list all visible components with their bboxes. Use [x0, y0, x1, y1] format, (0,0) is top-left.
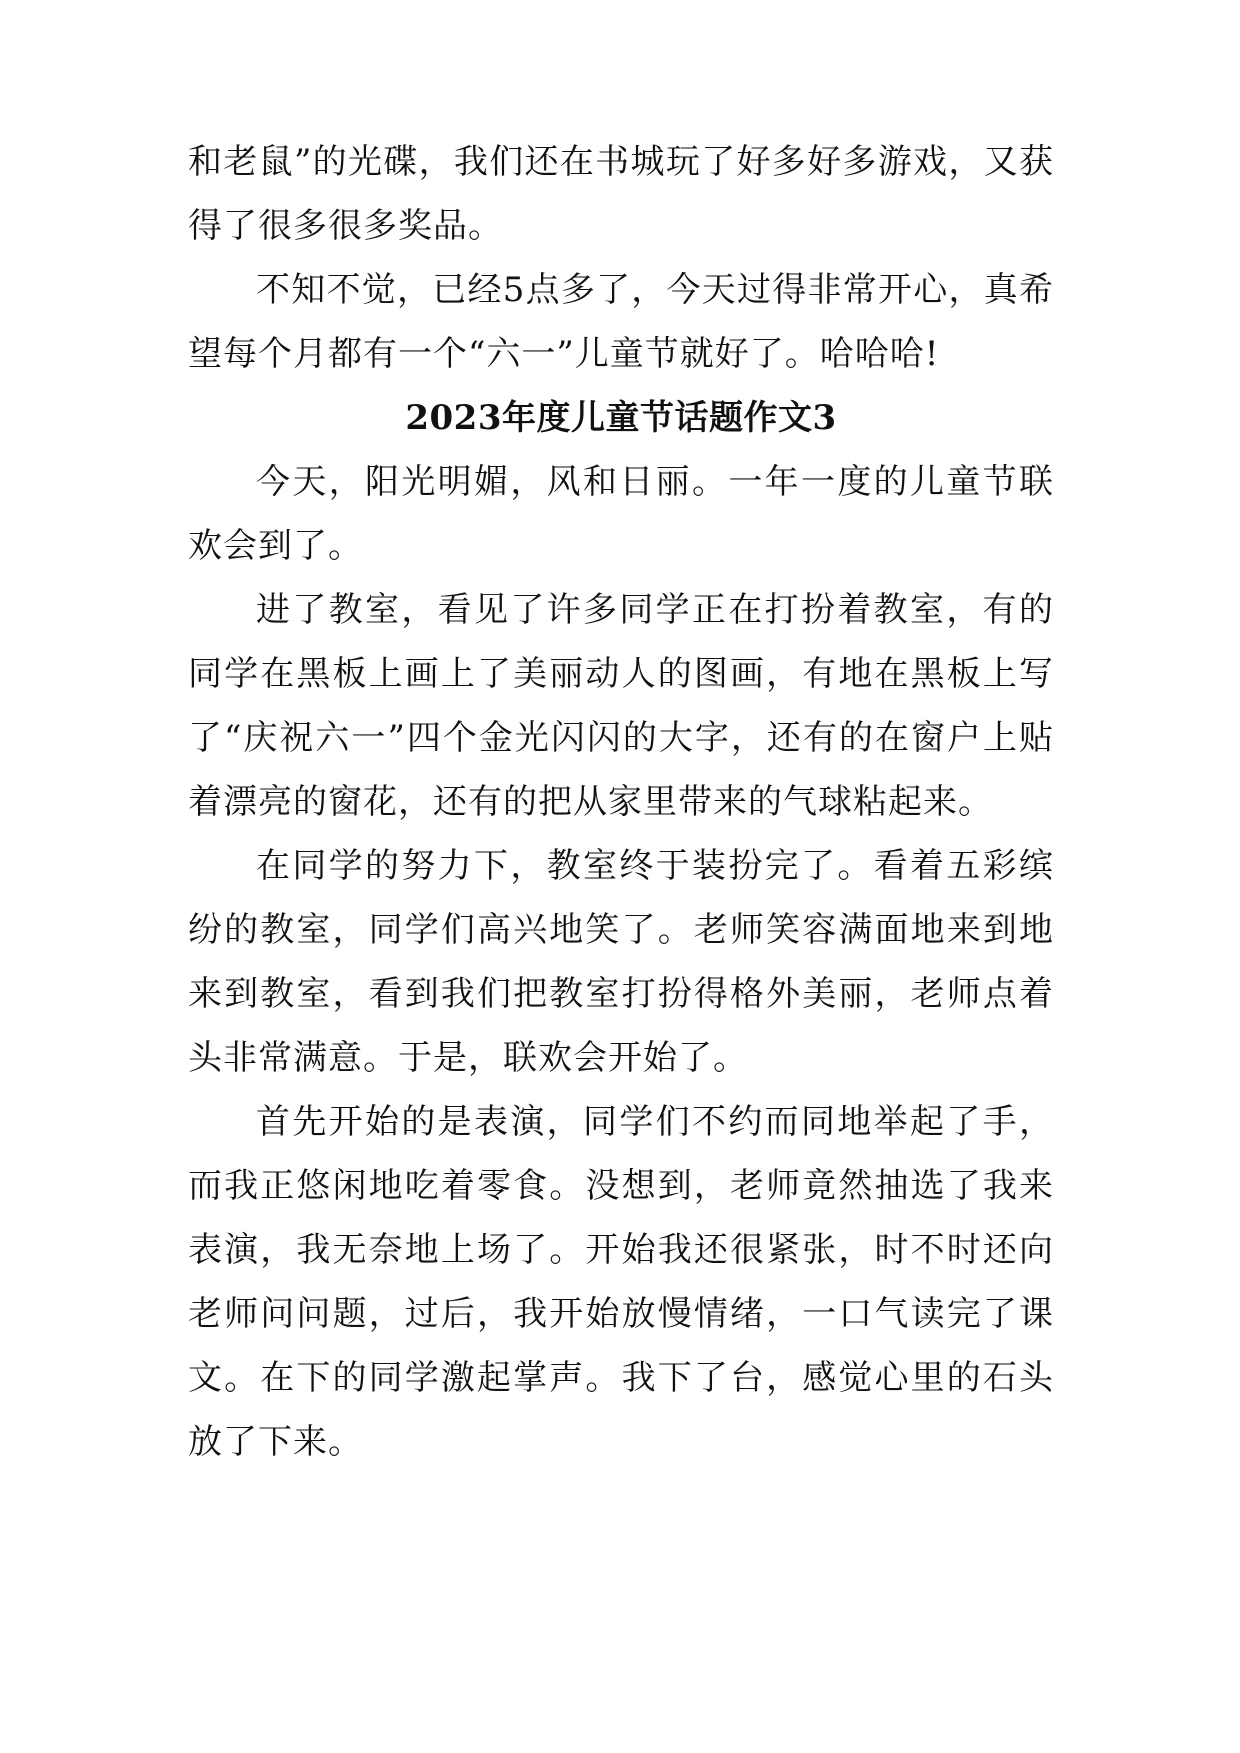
essay-paragraph: 在同学的努力下，教室终于装扮完了。看着五彩缤纷的教室，同学们高兴地笑了。老师笑容满面地来到地来到教室，看到我们把教室打扮得格外美丽，老师点着头非常满意。于是，联欢会开始了。	[188, 846, 1054, 1078]
essay-paragraph: 进了教室，看见了许多同学正在打扮着教室，有的同学在黑板上画上了美丽动人的图画，有地在黑板上写了“庆祝六一”四个金光闪闪的大字，还有的在窗户上贴着漂亮的窗花，还有的把从家里带来的气球粘起来。	[188, 590, 1054, 822]
essay-paragraph: 首先开始的是表演，同学们不约而同地举起了手，而我正悠闲地吃着零食。没想到，老师竟然抽选了我来表演，我无奈地上场了。开始我还很紧张，时不时还向老师问问题，过后，我开始放慢情绪，一口气读完了课文。在下的同学激起掌声。我下了台，感觉心里的石头放了下来。	[188, 1102, 1054, 1462]
continuation-paragraph: 和老鼠”的光碟，我们还在书城玩了好多好多游戏，又获得了很多很多奖品。	[188, 142, 1054, 246]
essay-title: 2023年度儿童节话题作文3	[405, 398, 837, 438]
essay-paragraph: 今天，阳光明媚，风和日丽。一年一度的儿童节联欢会到了。	[188, 462, 1054, 566]
previous-essay-section	[188, 130, 1054, 386]
essay-3-section	[188, 386, 1054, 1474]
closing-paragraph: 不知不觉，已经5点多了，今天过得非常开心，真希望每个月都有一个“六一”儿童节就好了。哈哈哈!	[188, 270, 1054, 374]
